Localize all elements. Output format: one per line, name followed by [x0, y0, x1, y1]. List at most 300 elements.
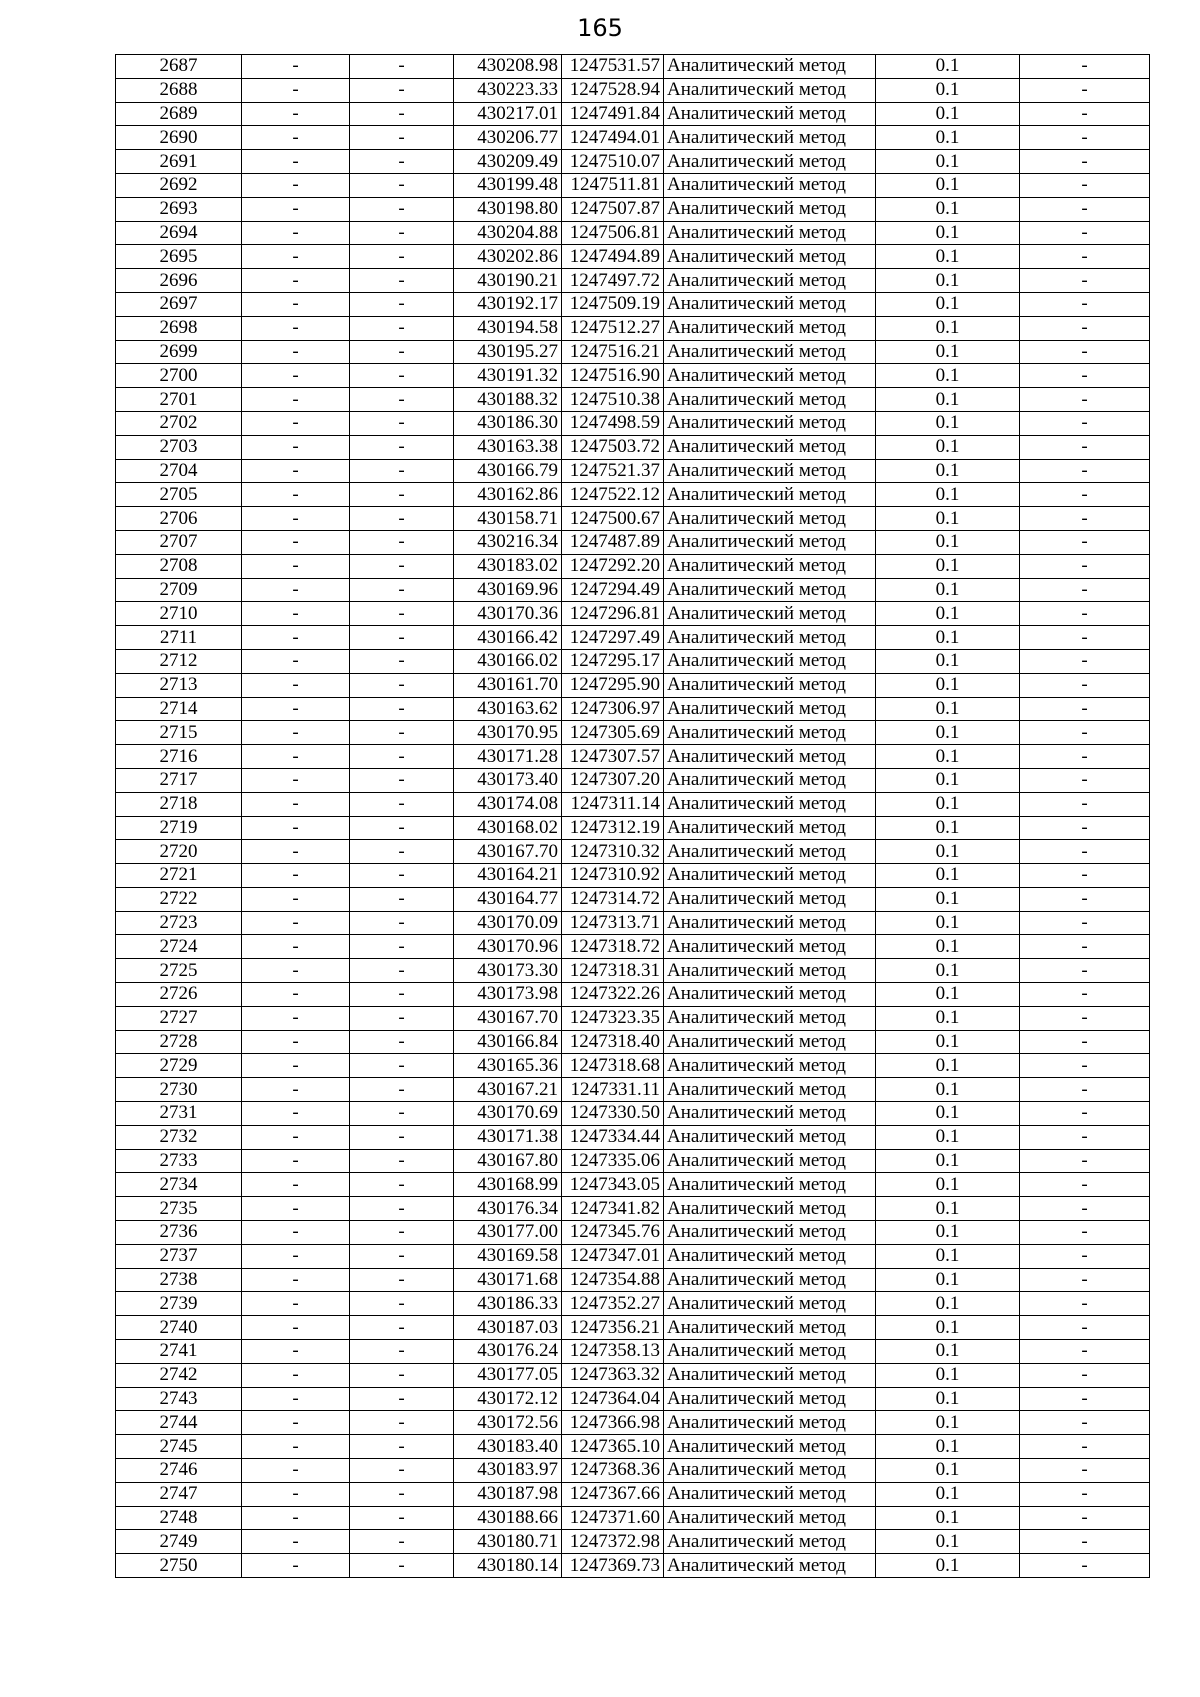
accuracy-cell: 0.1 — [876, 1530, 1020, 1554]
x-coordinate-cell: 430165.36 — [454, 1054, 562, 1078]
method-cell: Аналитический метод — [664, 411, 876, 435]
dash-cell: - — [350, 102, 454, 126]
accuracy-cell: 0.1 — [876, 388, 1020, 412]
y-coordinate-cell: 1247341.82 — [562, 1197, 664, 1221]
x-coordinate-cell: 430173.98 — [454, 983, 562, 1007]
dash-cell: - — [350, 483, 454, 507]
accuracy-cell: 0.1 — [876, 1363, 1020, 1387]
accuracy-cell: 0.1 — [876, 1411, 1020, 1435]
dash-cell: - — [350, 983, 454, 1007]
method-cell: Аналитический метод — [664, 911, 876, 935]
dash-cell: - — [1020, 745, 1150, 769]
dash-cell: - — [242, 435, 350, 459]
dash-cell: - — [242, 768, 350, 792]
method-cell: Аналитический метод — [664, 316, 876, 340]
accuracy-cell: 0.1 — [876, 507, 1020, 531]
y-coordinate-cell: 1247516.21 — [562, 340, 664, 364]
dash-cell: - — [242, 269, 350, 293]
dash-cell: - — [242, 864, 350, 888]
y-coordinate-cell: 1247487.89 — [562, 530, 664, 554]
dash-cell: - — [350, 554, 454, 578]
y-coordinate-cell: 1247507.87 — [562, 197, 664, 221]
method-cell: Аналитический метод — [664, 173, 876, 197]
x-coordinate-cell: 430168.02 — [454, 816, 562, 840]
accuracy-cell: 0.1 — [876, 1125, 1020, 1149]
accuracy-cell: 0.1 — [876, 768, 1020, 792]
dash-cell: - — [242, 554, 350, 578]
table-row — [116, 768, 1150, 792]
point-number-cell: 2736 — [116, 1221, 242, 1245]
dash-cell: - — [242, 1316, 350, 1340]
dash-cell: - — [242, 1197, 350, 1221]
dash-cell: - — [350, 221, 454, 245]
accuracy-cell: 0.1 — [876, 78, 1020, 102]
x-coordinate-cell: 430169.96 — [454, 578, 562, 602]
accuracy-cell: 0.1 — [876, 840, 1020, 864]
dash-cell: - — [242, 792, 350, 816]
point-number-cell: 2718 — [116, 792, 242, 816]
dash-cell: - — [1020, 911, 1150, 935]
dash-cell: - — [242, 1554, 350, 1578]
point-number-cell: 2733 — [116, 1149, 242, 1173]
table-row — [116, 1054, 1150, 1078]
point-number-cell: 2703 — [116, 435, 242, 459]
dash-cell: - — [350, 316, 454, 340]
accuracy-cell: 0.1 — [876, 1435, 1020, 1459]
x-coordinate-cell: 430183.97 — [454, 1459, 562, 1483]
method-cell: Аналитический метод — [664, 269, 876, 293]
method-cell: Аналитический метод — [664, 483, 876, 507]
dash-cell: - — [1020, 1149, 1150, 1173]
dash-cell: - — [1020, 864, 1150, 888]
y-coordinate-cell: 1247292.20 — [562, 554, 664, 578]
dash-cell: - — [242, 649, 350, 673]
point-number-cell: 2746 — [116, 1459, 242, 1483]
dash-cell: - — [242, 602, 350, 626]
table-row — [116, 649, 1150, 673]
dash-cell: - — [350, 768, 454, 792]
accuracy-cell: 0.1 — [876, 173, 1020, 197]
accuracy-cell: 0.1 — [876, 1054, 1020, 1078]
dash-cell: - — [1020, 1292, 1150, 1316]
y-coordinate-cell: 1247363.32 — [562, 1363, 664, 1387]
dash-cell: - — [242, 1078, 350, 1102]
y-coordinate-cell: 1247307.57 — [562, 745, 664, 769]
point-number-cell: 2725 — [116, 959, 242, 983]
dash-cell: - — [242, 221, 350, 245]
dash-cell: - — [1020, 1554, 1150, 1578]
accuracy-cell: 0.1 — [876, 1482, 1020, 1506]
dash-cell: - — [1020, 1530, 1150, 1554]
x-coordinate-cell: 430171.38 — [454, 1125, 562, 1149]
table-row — [116, 673, 1150, 697]
dash-cell: - — [1020, 245, 1150, 269]
y-coordinate-cell: 1247511.81 — [562, 173, 664, 197]
y-coordinate-cell: 1247516.90 — [562, 364, 664, 388]
dash-cell: - — [350, 78, 454, 102]
point-number-cell: 2732 — [116, 1125, 242, 1149]
dash-cell: - — [242, 1054, 350, 1078]
dash-cell: - — [350, 649, 454, 673]
dash-cell: - — [1020, 173, 1150, 197]
point-number-cell: 2705 — [116, 483, 242, 507]
table-row — [116, 1268, 1150, 1292]
method-cell: Аналитический метод — [664, 1506, 876, 1530]
point-number-cell: 2741 — [116, 1340, 242, 1364]
method-cell: Аналитический метод — [664, 1102, 876, 1126]
x-coordinate-cell: 430170.36 — [454, 602, 562, 626]
point-number-cell: 2708 — [116, 554, 242, 578]
dash-cell: - — [350, 1125, 454, 1149]
dash-cell: - — [242, 1149, 350, 1173]
y-coordinate-cell: 1247498.59 — [562, 411, 664, 435]
method-cell: Аналитический метод — [664, 197, 876, 221]
dash-cell: - — [1020, 1125, 1150, 1149]
x-coordinate-cell: 430188.32 — [454, 388, 562, 412]
y-coordinate-cell: 1247512.27 — [562, 316, 664, 340]
method-cell: Аналитический метод — [664, 78, 876, 102]
dash-cell: - — [350, 935, 454, 959]
dash-cell: - — [1020, 721, 1150, 745]
x-coordinate-cell: 430187.98 — [454, 1482, 562, 1506]
point-number-cell: 2731 — [116, 1102, 242, 1126]
x-coordinate-cell: 430180.14 — [454, 1554, 562, 1578]
y-coordinate-cell: 1247347.01 — [562, 1244, 664, 1268]
dash-cell: - — [1020, 435, 1150, 459]
x-coordinate-cell: 430167.70 — [454, 1006, 562, 1030]
point-number-cell: 2750 — [116, 1554, 242, 1578]
dash-cell: - — [350, 411, 454, 435]
dash-cell: - — [350, 1387, 454, 1411]
y-coordinate-cell: 1247352.27 — [562, 1292, 664, 1316]
dash-cell: - — [350, 435, 454, 459]
dash-cell: - — [1020, 1411, 1150, 1435]
dash-cell: - — [1020, 1173, 1150, 1197]
method-cell: Аналитический метод — [664, 126, 876, 150]
accuracy-cell: 0.1 — [876, 626, 1020, 650]
method-cell: Аналитический метод — [664, 816, 876, 840]
dash-cell: - — [242, 411, 350, 435]
dash-cell: - — [350, 388, 454, 412]
table-row — [116, 1197, 1150, 1221]
x-coordinate-cell: 430186.30 — [454, 411, 562, 435]
x-coordinate-cell: 430168.99 — [454, 1173, 562, 1197]
table-row — [116, 1482, 1150, 1506]
point-number-cell: 2716 — [116, 745, 242, 769]
dash-cell: - — [1020, 102, 1150, 126]
method-cell: Аналитический метод — [664, 150, 876, 174]
dash-cell: - — [1020, 340, 1150, 364]
y-coordinate-cell: 1247297.49 — [562, 626, 664, 650]
table-row — [116, 1459, 1150, 1483]
table-row — [116, 816, 1150, 840]
y-coordinate-cell: 1247531.57 — [562, 55, 664, 79]
method-cell: Аналитический метод — [664, 292, 876, 316]
y-coordinate-cell: 1247358.13 — [562, 1340, 664, 1364]
table-row — [116, 173, 1150, 197]
dash-cell: - — [350, 1149, 454, 1173]
dash-cell: - — [350, 721, 454, 745]
table-row — [116, 1030, 1150, 1054]
point-number-cell: 2723 — [116, 911, 242, 935]
accuracy-cell: 0.1 — [876, 364, 1020, 388]
x-coordinate-cell: 430204.88 — [454, 221, 562, 245]
method-cell: Аналитический метод — [664, 1221, 876, 1245]
dash-cell: - — [350, 1530, 454, 1554]
point-number-cell: 2728 — [116, 1030, 242, 1054]
x-coordinate-cell: 430167.70 — [454, 840, 562, 864]
y-coordinate-cell: 1247306.97 — [562, 697, 664, 721]
table-row — [116, 126, 1150, 150]
dash-cell: - — [1020, 1078, 1150, 1102]
table-row — [116, 745, 1150, 769]
method-cell: Аналитический метод — [664, 221, 876, 245]
accuracy-cell: 0.1 — [876, 102, 1020, 126]
dash-cell: - — [1020, 411, 1150, 435]
accuracy-cell: 0.1 — [876, 1197, 1020, 1221]
y-coordinate-cell: 1247369.73 — [562, 1554, 664, 1578]
dash-cell: - — [242, 1363, 350, 1387]
method-cell: Аналитический метод — [664, 1411, 876, 1435]
accuracy-cell: 0.1 — [876, 1078, 1020, 1102]
dash-cell: - — [242, 55, 350, 79]
dash-cell: - — [350, 1482, 454, 1506]
point-number-cell: 2713 — [116, 673, 242, 697]
y-coordinate-cell: 1247364.04 — [562, 1387, 664, 1411]
accuracy-cell: 0.1 — [876, 721, 1020, 745]
dash-cell: - — [242, 911, 350, 935]
point-number-cell: 2735 — [116, 1197, 242, 1221]
method-cell: Аналитический метод — [664, 1363, 876, 1387]
method-cell: Аналитический метод — [664, 1006, 876, 1030]
dash-cell: - — [350, 173, 454, 197]
method-cell: Аналитический метод — [664, 1482, 876, 1506]
point-number-cell: 2704 — [116, 459, 242, 483]
dash-cell: - — [350, 1554, 454, 1578]
method-cell: Аналитический метод — [664, 626, 876, 650]
y-coordinate-cell: 1247491.84 — [562, 102, 664, 126]
dash-cell: - — [1020, 530, 1150, 554]
x-coordinate-cell: 430173.40 — [454, 768, 562, 792]
accuracy-cell: 0.1 — [876, 1292, 1020, 1316]
dash-cell: - — [242, 1268, 350, 1292]
method-cell: Аналитический метод — [664, 697, 876, 721]
y-coordinate-cell: 1247318.31 — [562, 959, 664, 983]
table-row — [116, 626, 1150, 650]
dash-cell: - — [242, 1340, 350, 1364]
x-coordinate-cell: 430199.48 — [454, 173, 562, 197]
x-coordinate-cell: 430174.08 — [454, 792, 562, 816]
table-row — [116, 911, 1150, 935]
dash-cell: - — [242, 197, 350, 221]
method-cell: Аналитический метод — [664, 768, 876, 792]
dash-cell: - — [1020, 1435, 1150, 1459]
dash-cell: - — [242, 959, 350, 983]
y-coordinate-cell: 1247318.72 — [562, 935, 664, 959]
dash-cell: - — [350, 959, 454, 983]
dash-cell: - — [1020, 1197, 1150, 1221]
x-coordinate-cell: 430223.33 — [454, 78, 562, 102]
point-number-cell: 2737 — [116, 1244, 242, 1268]
accuracy-cell: 0.1 — [876, 1506, 1020, 1530]
dash-cell: - — [242, 1030, 350, 1054]
accuracy-cell: 0.1 — [876, 1459, 1020, 1483]
table-row — [116, 459, 1150, 483]
dash-cell: - — [350, 507, 454, 531]
dash-cell: - — [350, 816, 454, 840]
method-cell: Аналитический метод — [664, 1149, 876, 1173]
accuracy-cell: 0.1 — [876, 911, 1020, 935]
point-number-cell: 2690 — [116, 126, 242, 150]
accuracy-cell: 0.1 — [876, 55, 1020, 79]
method-cell: Аналитический метод — [664, 887, 876, 911]
method-cell: Аналитический метод — [664, 364, 876, 388]
accuracy-cell: 0.1 — [876, 1316, 1020, 1340]
dash-cell: - — [1020, 1459, 1150, 1483]
x-coordinate-cell: 430167.80 — [454, 1149, 562, 1173]
dash-cell: - — [242, 1221, 350, 1245]
y-coordinate-cell: 1247365.10 — [562, 1435, 664, 1459]
dash-cell: - — [1020, 1244, 1150, 1268]
dash-cell: - — [242, 388, 350, 412]
table-row — [116, 483, 1150, 507]
x-coordinate-cell: 430191.32 — [454, 364, 562, 388]
dash-cell: - — [350, 1102, 454, 1126]
method-cell: Аналитический метод — [664, 602, 876, 626]
point-number-cell: 2692 — [116, 173, 242, 197]
x-coordinate-cell: 430163.62 — [454, 697, 562, 721]
dash-cell: - — [242, 816, 350, 840]
dash-cell: - — [350, 530, 454, 554]
y-coordinate-cell: 1247500.67 — [562, 507, 664, 531]
dash-cell: - — [1020, 78, 1150, 102]
method-cell: Аналитический метод — [664, 1554, 876, 1578]
method-cell: Аналитический метод — [664, 959, 876, 983]
dash-cell: - — [1020, 55, 1150, 79]
accuracy-cell: 0.1 — [876, 983, 1020, 1007]
accuracy-cell: 0.1 — [876, 269, 1020, 293]
dash-cell: - — [242, 697, 350, 721]
dash-cell: - — [1020, 840, 1150, 864]
y-coordinate-cell: 1247334.44 — [562, 1125, 664, 1149]
dash-cell: - — [1020, 1387, 1150, 1411]
dash-cell: - — [1020, 483, 1150, 507]
x-coordinate-cell: 430166.42 — [454, 626, 562, 650]
dash-cell: - — [1020, 1363, 1150, 1387]
y-coordinate-cell: 1247307.20 — [562, 768, 664, 792]
accuracy-cell: 0.1 — [876, 221, 1020, 245]
dash-cell: - — [1020, 1006, 1150, 1030]
y-coordinate-cell: 1247510.07 — [562, 150, 664, 174]
dash-cell: - — [350, 1435, 454, 1459]
dash-cell: - — [1020, 292, 1150, 316]
y-coordinate-cell: 1247295.17 — [562, 649, 664, 673]
dash-cell: - — [1020, 126, 1150, 150]
dash-cell: - — [1020, 459, 1150, 483]
x-coordinate-cell: 430169.58 — [454, 1244, 562, 1268]
y-coordinate-cell: 1247323.35 — [562, 1006, 664, 1030]
accuracy-cell: 0.1 — [876, 1030, 1020, 1054]
table-row — [116, 245, 1150, 269]
point-number-cell: 2742 — [116, 1363, 242, 1387]
table-row — [116, 340, 1150, 364]
dash-cell: - — [242, 578, 350, 602]
dash-cell: - — [1020, 1054, 1150, 1078]
y-coordinate-cell: 1247521.37 — [562, 459, 664, 483]
accuracy-cell: 0.1 — [876, 935, 1020, 959]
point-number-cell: 2698 — [116, 316, 242, 340]
dash-cell: - — [242, 1387, 350, 1411]
y-coordinate-cell: 1247371.60 — [562, 1506, 664, 1530]
point-number-cell: 2719 — [116, 816, 242, 840]
point-number-cell: 2749 — [116, 1530, 242, 1554]
point-number-cell: 2727 — [116, 1006, 242, 1030]
x-coordinate-cell: 430208.98 — [454, 55, 562, 79]
table-row — [116, 1316, 1150, 1340]
method-cell: Аналитический метод — [664, 55, 876, 79]
dash-cell: - — [350, 1340, 454, 1364]
dash-cell: - — [242, 721, 350, 745]
accuracy-cell: 0.1 — [876, 792, 1020, 816]
y-coordinate-cell: 1247510.38 — [562, 388, 664, 412]
point-number-cell: 2747 — [116, 1482, 242, 1506]
dash-cell: - — [350, 697, 454, 721]
table-row — [116, 1244, 1150, 1268]
accuracy-cell: 0.1 — [876, 864, 1020, 888]
dash-cell: - — [1020, 316, 1150, 340]
dash-cell: - — [350, 150, 454, 174]
method-cell: Аналитический метод — [664, 245, 876, 269]
table-row — [116, 388, 1150, 412]
x-coordinate-cell: 430167.21 — [454, 1078, 562, 1102]
dash-cell: - — [1020, 983, 1150, 1007]
y-coordinate-cell: 1247330.50 — [562, 1102, 664, 1126]
dash-cell: - — [242, 340, 350, 364]
x-coordinate-cell: 430171.68 — [454, 1268, 562, 1292]
dash-cell: - — [1020, 1102, 1150, 1126]
point-number-cell: 2714 — [116, 697, 242, 721]
table-row — [116, 507, 1150, 531]
accuracy-cell: 0.1 — [876, 1244, 1020, 1268]
dash-cell: - — [350, 792, 454, 816]
point-number-cell: 2701 — [116, 388, 242, 412]
point-number-cell: 2721 — [116, 864, 242, 888]
table-row — [116, 411, 1150, 435]
accuracy-cell: 0.1 — [876, 197, 1020, 221]
point-number-cell: 2743 — [116, 1387, 242, 1411]
dash-cell: - — [350, 364, 454, 388]
y-coordinate-cell: 1247311.14 — [562, 792, 664, 816]
table-row — [116, 1125, 1150, 1149]
dash-cell: - — [350, 1244, 454, 1268]
x-coordinate-cell: 430162.86 — [454, 483, 562, 507]
table-row — [116, 150, 1150, 174]
x-coordinate-cell: 430216.34 — [454, 530, 562, 554]
dash-cell: - — [350, 126, 454, 150]
y-coordinate-cell: 1247494.89 — [562, 245, 664, 269]
dash-cell: - — [242, 1244, 350, 1268]
table-row — [116, 1363, 1150, 1387]
point-number-cell: 2715 — [116, 721, 242, 745]
dash-cell: - — [1020, 150, 1150, 174]
method-cell: Аналитический метод — [664, 1054, 876, 1078]
table-row — [116, 554, 1150, 578]
x-coordinate-cell: 430186.33 — [454, 1292, 562, 1316]
table-row — [116, 1387, 1150, 1411]
accuracy-cell: 0.1 — [876, 292, 1020, 316]
y-coordinate-cell: 1247314.72 — [562, 887, 664, 911]
method-cell: Аналитический метод — [664, 1316, 876, 1340]
